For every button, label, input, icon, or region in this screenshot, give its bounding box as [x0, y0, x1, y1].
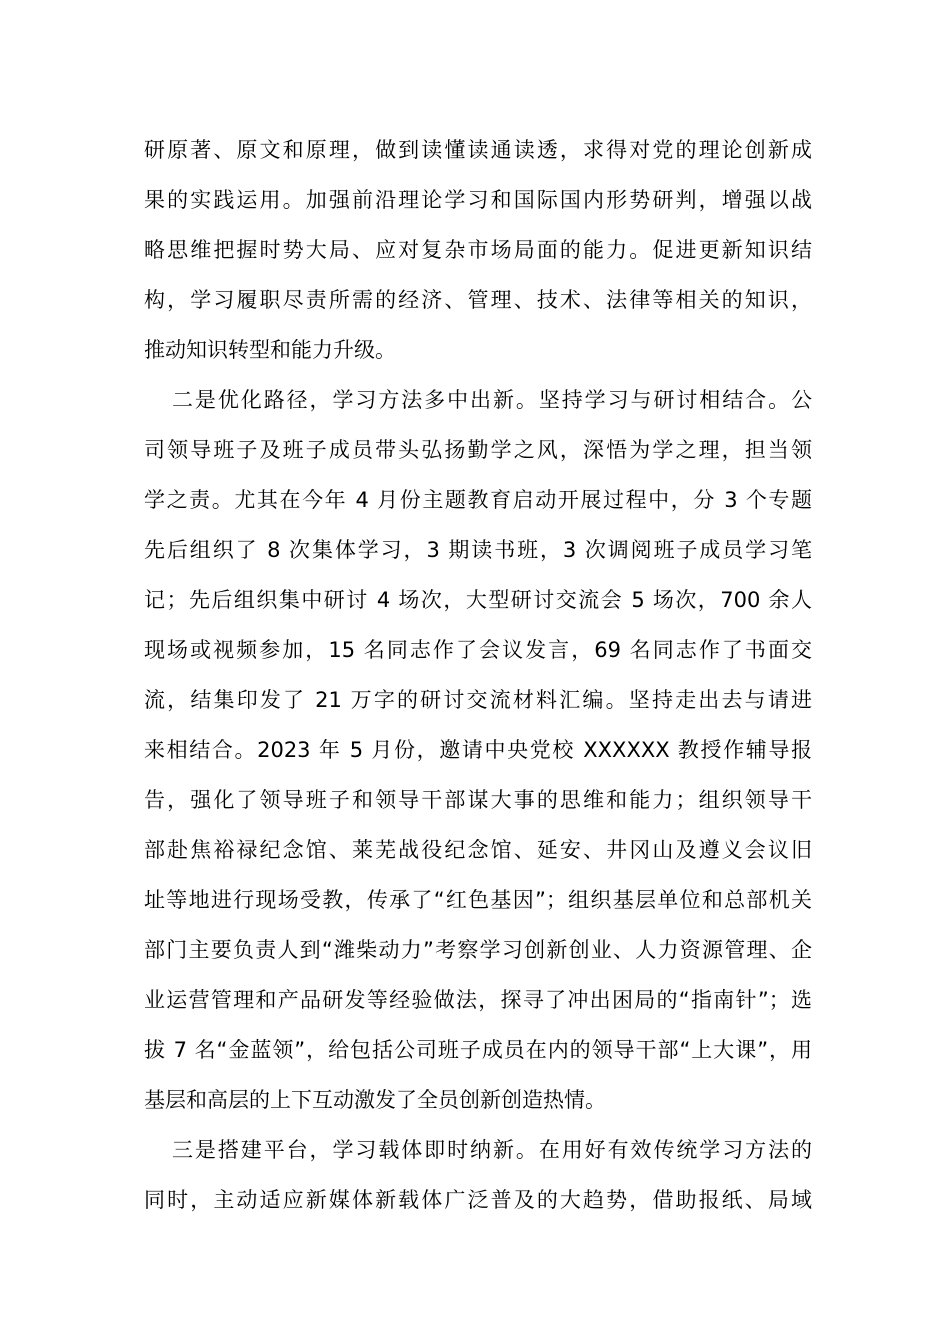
text-line: 告，强化了领导班子和领导干部谋大事的思维和能力；组织领导干 — [144, 788, 812, 812]
text-line: 基层和高层的上下互动激发了全员创新创造热情。 — [144, 1088, 606, 1112]
text-line: 现场或视频参加，15 名同志作了会议发言，69 名同志作了书面交 — [144, 638, 812, 662]
text-line: 先后组织了 8 次集体学习，3 期读书班，3 次调阅班子成员学习笔 — [144, 538, 812, 562]
text-line: 流，结集印发了 21 万字的研讨交流材料汇编。坚持走出去与请进 — [144, 688, 812, 712]
paragraph-start-line: 三是搭建平台，学习载体即时纳新。在用好有效传统学习方法的 — [172, 1138, 812, 1162]
text-line: 址等地进行现场受教，传承了“红色基因”；组织基层单位和总部机关 — [144, 888, 812, 912]
text-line: 来相结合。2023 年 5 月份，邀请中央党校 XXXXXX 教授作辅导报 — [144, 738, 812, 762]
text-line: 部赴焦裕禄纪念馆、莱芜战役纪念馆、延安、井冈山及遵义会议旧 — [144, 838, 812, 862]
text-line: 同时，主动适应新媒体新载体广泛普及的大趋势，借助报纸、局域 — [144, 1188, 812, 1212]
paragraph-start-line: 二是优化路径，学习方法多中出新。坚持学习与研讨相结合。公 — [172, 388, 812, 412]
text-line: 研原著、原文和原理，做到读懂读通读透，求得对党的理论创新成 — [144, 138, 812, 162]
text-line: 记；先后组织集中研讨 4 场次，大型研讨交流会 5 场次，700 余人 — [144, 588, 812, 612]
text-line: 学之责。尤其在今年 4 月份主题教育启动开展过程中，分 3 个专题 — [144, 488, 812, 512]
text-line: 拔 7 名“金蓝领”，给包括公司班子成员在内的领导干部“上大课”，用 — [144, 1038, 812, 1062]
text-line: 部门主要负责人到“潍柴动力”考察学习创新创业、人力资源管理、企 — [144, 938, 812, 962]
text-line: 略思维把握时势大局、应对复杂市场局面的能力。促进更新知识结 — [144, 238, 812, 262]
text-line: 司领导班子及班子成员带头弘扬勤学之风，深悟为学之理，担当领 — [144, 438, 812, 462]
text-line: 果的实践运用。加强前沿理论学习和国际国内形势研判，增强以战 — [144, 188, 812, 212]
text-line: 推动知识转型和能力升级。 — [144, 338, 396, 362]
text-line: 构，学习履职尽责所需的经济、管理、技术、法律等相关的知识， — [144, 288, 812, 312]
text-line: 业运营管理和产品研发等经验做法，探寻了冲出困局的“指南针”；选 — [144, 988, 812, 1012]
